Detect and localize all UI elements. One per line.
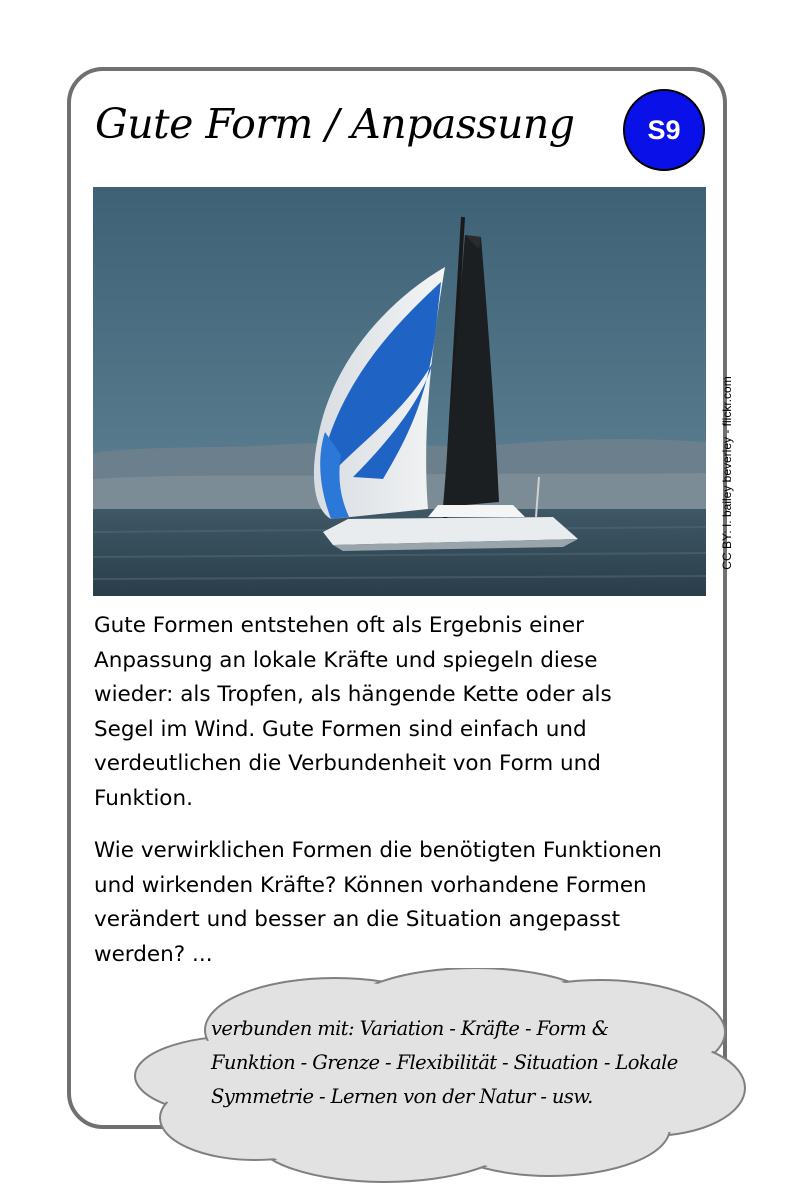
sailboat-photo — [93, 187, 706, 596]
badge-label: S9 — [647, 114, 681, 145]
description-paragraph: Gute Formen entstehen oft als Ergebnis einer Anpassung an lokale Kräfte und spiegeln diese wieder: als Tropfen, als hängende Kette oder als Segel im Wind. Gute Formen sind einfach und verdeutlichen die Verbundenheit von Form und Funktion. — [94, 613, 612, 811]
card-id-badge — [623, 89, 705, 171]
card-title: Gute Form / Anpassung — [95, 100, 575, 148]
question-paragraph: Wie verwirklichen Formen die benötigten Funktionen und wirkenden Kräfte? Können vorhandene Formen verändert und besser an die Situation angepasst werden? ... — [94, 838, 662, 967]
photo-credit — [720, 358, 734, 588]
sailboat-illustration — [93, 187, 706, 596]
related-topics: verbunden mit: Variation - Kräfte - Form & Funktion - Grenze - Flexibilität - Situation - Lokale Symmetrie - Lernen von der Natur - usw. — [211, 1017, 678, 1108]
photo-credit-text: CC BY: I. bailey beverley - flickr.com — [720, 376, 734, 570]
